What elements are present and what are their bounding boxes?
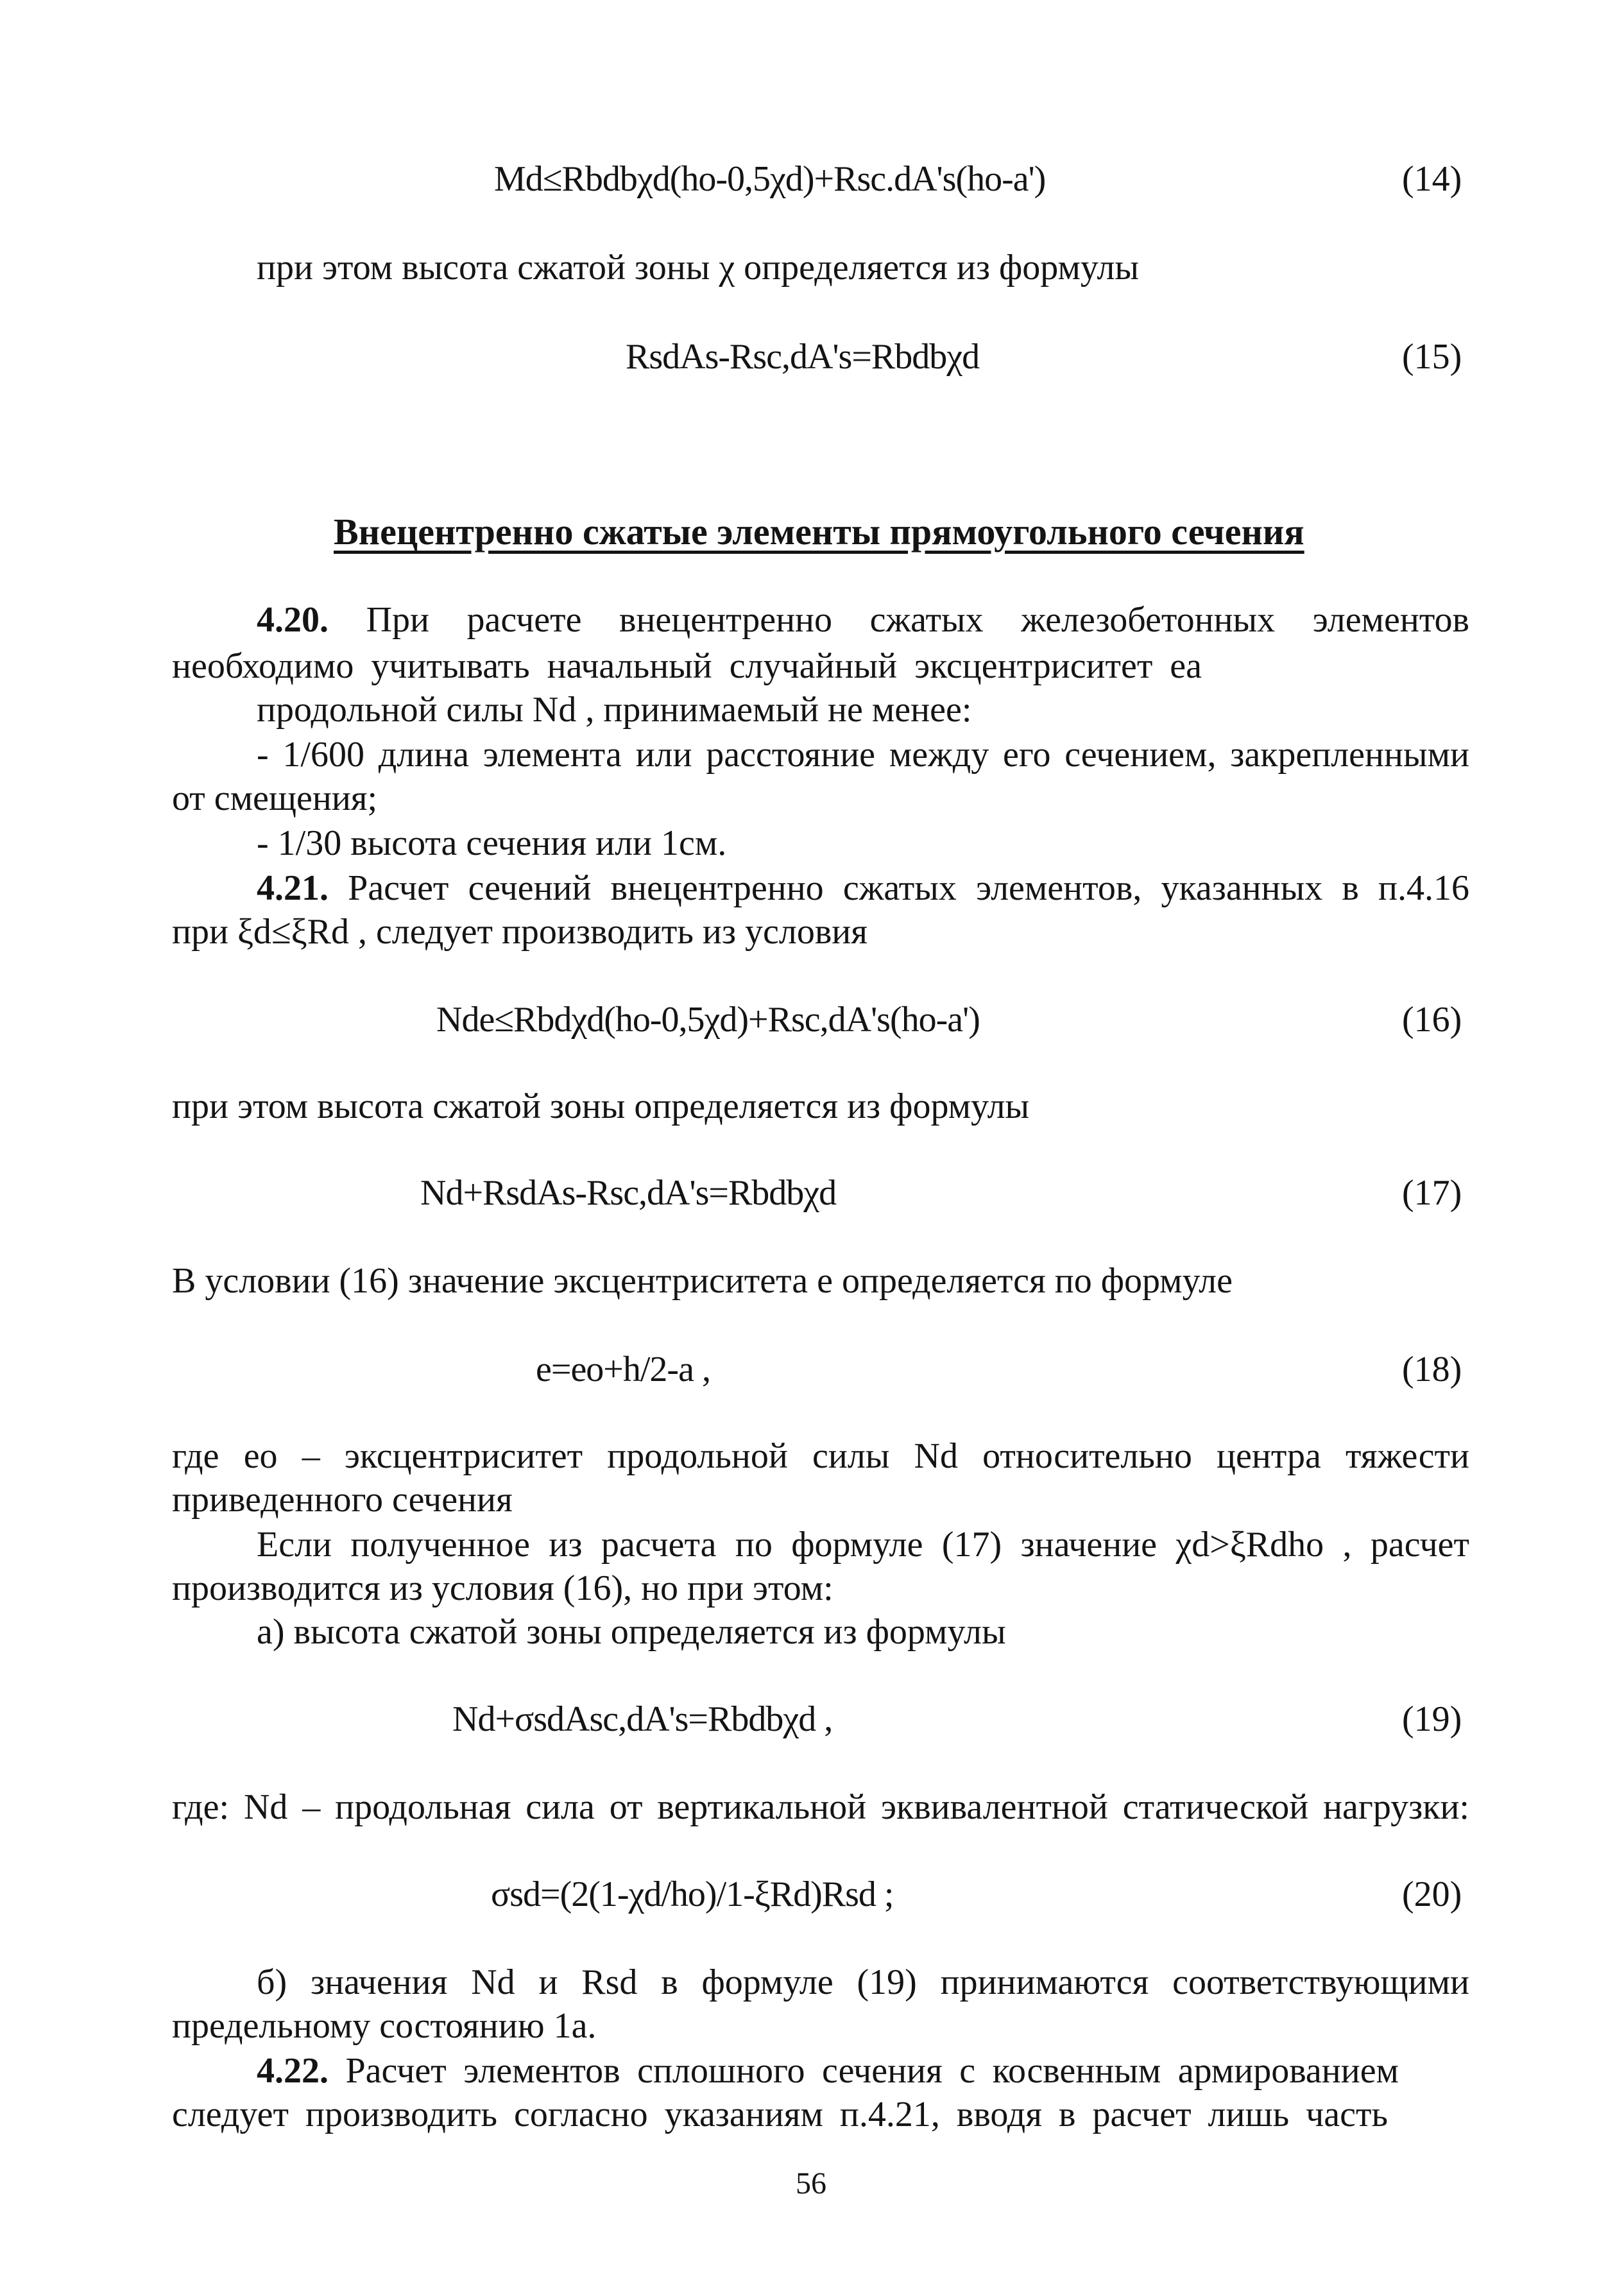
paragraph-4-21-line-2: при ξd≤ξRd , следует производить из условия [172, 912, 868, 952]
formula-14: Md≤Rbdbχd(ho-0,5χd)+Rsc.dA's(ho-a') [494, 159, 1046, 199]
formula-19: Nd+σsdAsc,dA's=Rbdbχd , [452, 1699, 833, 1739]
formula-20: σsd=(2(1-χd/ho)/1-ξRd)Rsd ; [491, 1874, 894, 1914]
paragraph-e0-line-1: где eo – эксцентриситет продольной силы Nd относительно центра тяжести [172, 1436, 1469, 1476]
formula-16-number: (16) [1402, 1000, 1462, 1040]
formula-20-number: (20) [1402, 1874, 1462, 1914]
formula-18: e=eo+h/2-a , [536, 1350, 710, 1389]
text-line: В условии (16) значение эксцентриситета e определяется по формуле [172, 1261, 1233, 1301]
section-heading: Внецентренно сжатые элементы прямоугольного сечения [334, 511, 1304, 553]
paragraph-b-line-2: предельному состоянию 1а. [172, 2006, 597, 2046]
paragraph-4-20-line-2: необходимо учитывать начальный случайный эксцентриситет eа [172, 646, 1202, 686]
formula-16: Nde≤Rbdχd(ho-0,5χd)+Rsc,dA's(ho-a') [436, 1000, 980, 1040]
paragraph-b-line-1: б) значения Nd и Rsd в формуле (19) принимаются соответствующими [257, 1962, 1469, 2002]
paragraph-4-21-line-1 [257, 866, 1469, 910]
clause-text: Расчет элементов сплошного сечения с косвенным армированием [345, 2051, 1399, 2091]
paragraph-4-20-line-4: - 1/600 длина элемента или расстояние между его сечением, закрепленными [257, 735, 1469, 775]
paragraph-4-22-line-1 [257, 2049, 1399, 2093]
clause-number: 4.22. [257, 2051, 329, 2091]
clause-number: 4.21. [257, 868, 329, 908]
paragraph-if-line-1: Если полученное из расчета по формуле (17) значение χd>ξRdho , расчет [257, 1525, 1469, 1565]
text-line: при этом высота сжатой зоны определяется из формулы [172, 1086, 1030, 1126]
paragraph-if-line-3: а) высота сжатой зоны определяется из формулы [257, 1612, 1006, 1652]
clause-text: При расчете внецентренно сжатых железобетонных элементов [366, 600, 1469, 640]
paragraph-e0-line-2: приведенного сечения [172, 1480, 513, 1520]
formula-17-number: (17) [1402, 1173, 1462, 1213]
clause-number: 4.20. [257, 600, 329, 640]
formula-17: Nd+RsdAs-Rsc,dA's=Rbdbχd [420, 1173, 837, 1213]
paragraph-4-20-line-1 [257, 598, 1469, 642]
paragraph-4-20-line-5: от смещения; [172, 778, 378, 818]
formula-15-number: (15) [1402, 337, 1462, 377]
text-line: где: Nd – продольная сила от вертикальной эквивалентной статической нагрузки: [172, 1787, 1469, 1827]
paragraph-4-20-line-3: продольной силы Nd , принимаемый не менее: [257, 690, 972, 730]
formula-18-number: (18) [1402, 1350, 1462, 1389]
page-number: 56 [796, 2166, 826, 2200]
clause-text: Расчет сечений внецентренно сжатых элементов, указанных в п.4.16 [348, 868, 1469, 908]
formula-19-number: (19) [1402, 1699, 1462, 1739]
formula-15: RsdAs-Rsc,dA's=Rbdbχd [626, 337, 980, 377]
paragraph-if-line-2: производится из условия (16), но при этом: [172, 1568, 833, 1608]
paragraph-4-20-line-6: - 1/30 высота сечения или 1см. [257, 823, 727, 863]
text-line: при этом высота сжатой зоны χ определяется из формулы [257, 248, 1140, 287]
paragraph-4-22-line-2: следует производить согласно указаниям п.4.21, вводя в расчет лишь часть [172, 2095, 1388, 2134]
formula-14-number: (14) [1402, 159, 1462, 199]
